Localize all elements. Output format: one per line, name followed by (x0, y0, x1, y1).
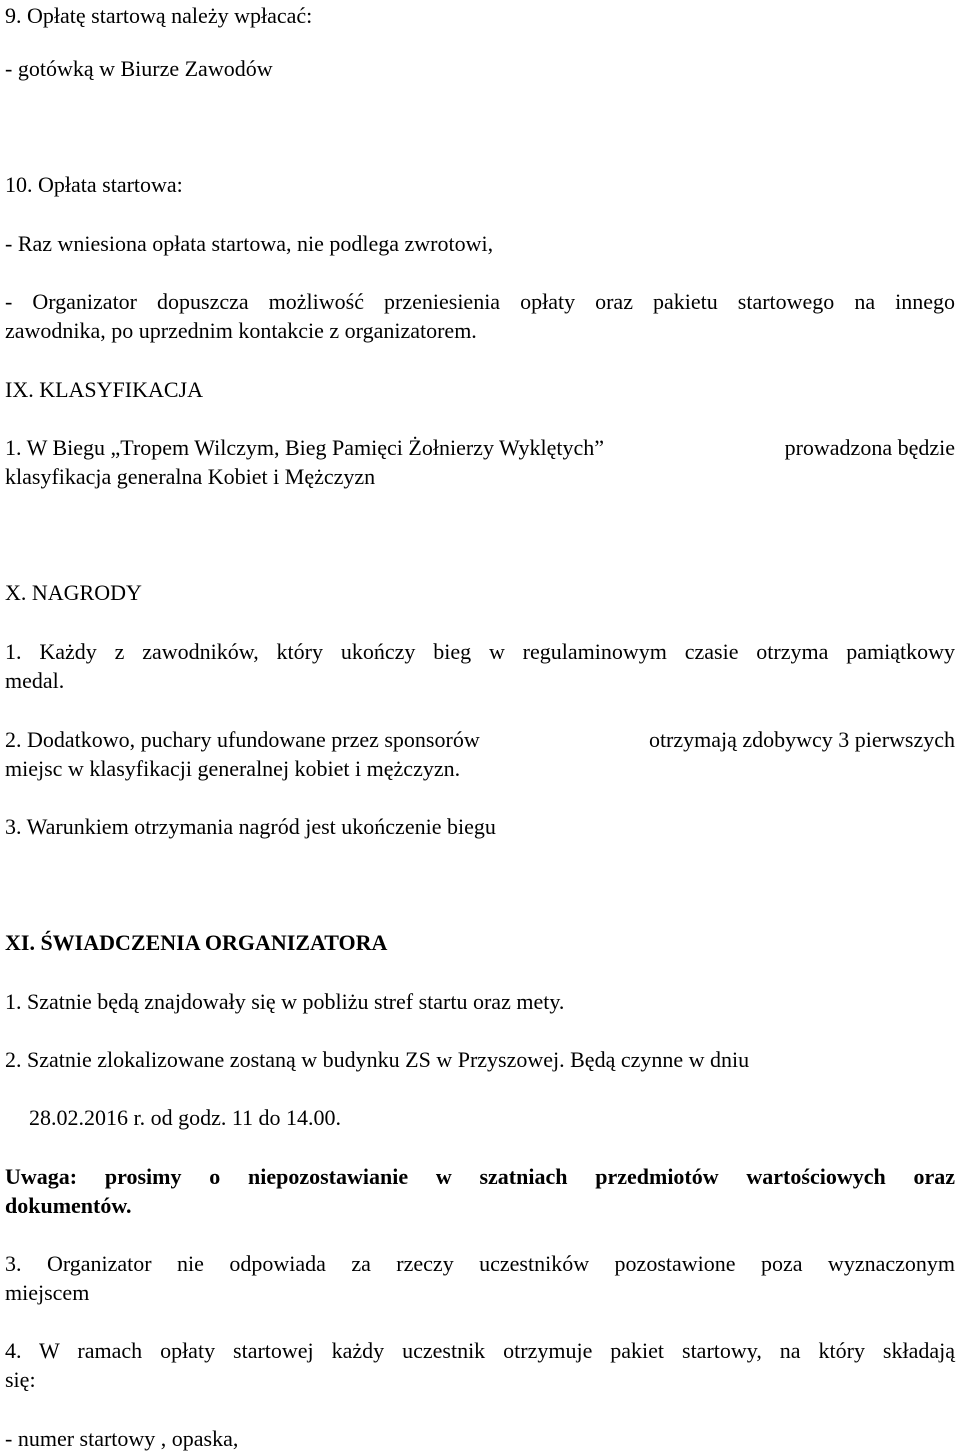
swiadczenia-item-2-line-2: 28.02.2016 r. od godz. 11 do 14.00. (29, 1105, 342, 1130)
klasyfikacja-item-1-line-1-right: prowadzona będzie (784, 435, 955, 460)
section-10-heading: 10. Opłata startowa: (5, 172, 183, 197)
klasyfikacja-item-1-line-1-left: 1. W Biegu „Tropem Wilczym, Bieg Pamięci Żołnierzy Wyklętych” (5, 435, 605, 460)
swiadczenia-note-line-2: dokumentów. (5, 1193, 132, 1218)
swiadczenia-item-4-line-2: się: (5, 1367, 36, 1392)
section-9-heading: 9. Opłatę startową należy wpłacać: (5, 3, 313, 28)
swiadczenia-item-2-line-1: 2. Szatnie zlokalizowane zostaną w budynku ZS w Przyszowej. Będą czynne w dniu (5, 1047, 750, 1072)
nagrody-item-1-line-2: medal. (5, 668, 65, 693)
nagrody-item-2-line-1-left: 2. Dodatkowo, puchary ufundowane przez sponsorów (5, 727, 480, 752)
swiadczenia-item-3-line-2: miejscem (5, 1280, 90, 1305)
swiadczenia-item-1: 1. Szatnie będą znajdowały się w pobliżu stref startu oraz mety. (5, 989, 565, 1014)
nagrody-item-2-line-1-right: otrzymają zdobywcy 3 pierwszych (648, 727, 955, 752)
nagrody-item-2-line-2: miejsc w klasyfikacji generalnej kobiet i mężczyzn. (5, 756, 461, 781)
klasyfikacja-item-1-line-2: klasyfikacja generalna Kobiet i Mężczyzn (5, 464, 376, 489)
swiadczenia-note-line-1: Uwaga: prosimy o niepozostawianie w szatniach przedmiotów wartościowych oraz (5, 1164, 955, 1189)
section-10-item-1: - Raz wniesiona opłata startowa, nie podlega zwrotowi, (5, 231, 494, 256)
section-10-item-2-line-1: - Organizator dopuszcza możliwość przeniesienia opłaty oraz pakietu startowego na innego (5, 289, 955, 314)
nagrody-item-1-line-1: 1. Każdy z zawodników, który ukończy bieg w regulaminowym czasie otrzyma pamiątkowy (5, 639, 955, 664)
nagrody-item-3: 3. Warunkiem otrzymania nagród jest ukończenie biegu (5, 814, 496, 839)
klasyfikacja-heading: IX. KLASYFIKACJA (5, 377, 204, 402)
nagrody-heading: X. NAGRODY (5, 580, 142, 605)
swiadczenia-heading: XI. ŚWIADCZENIA ORGANIZATORA (5, 930, 388, 955)
section-9-item-1: - gotówką w Biurze Zawodów (5, 56, 273, 81)
swiadczenia-item-5: - numer startowy , opaska, (5, 1426, 239, 1451)
swiadczenia-item-4-line-1: 4. W ramach opłaty startowej każdy uczestnik otrzymuje pakiet startowy, na który składają (5, 1338, 955, 1363)
section-10-item-2-line-2: zawodnika, po uprzednim kontakcie z organizatorem. (5, 318, 477, 343)
swiadczenia-item-3-line-1: 3. Organizator nie odpowiada za rzeczy uczestników pozostawione poza wyznaczonym (5, 1251, 955, 1276)
